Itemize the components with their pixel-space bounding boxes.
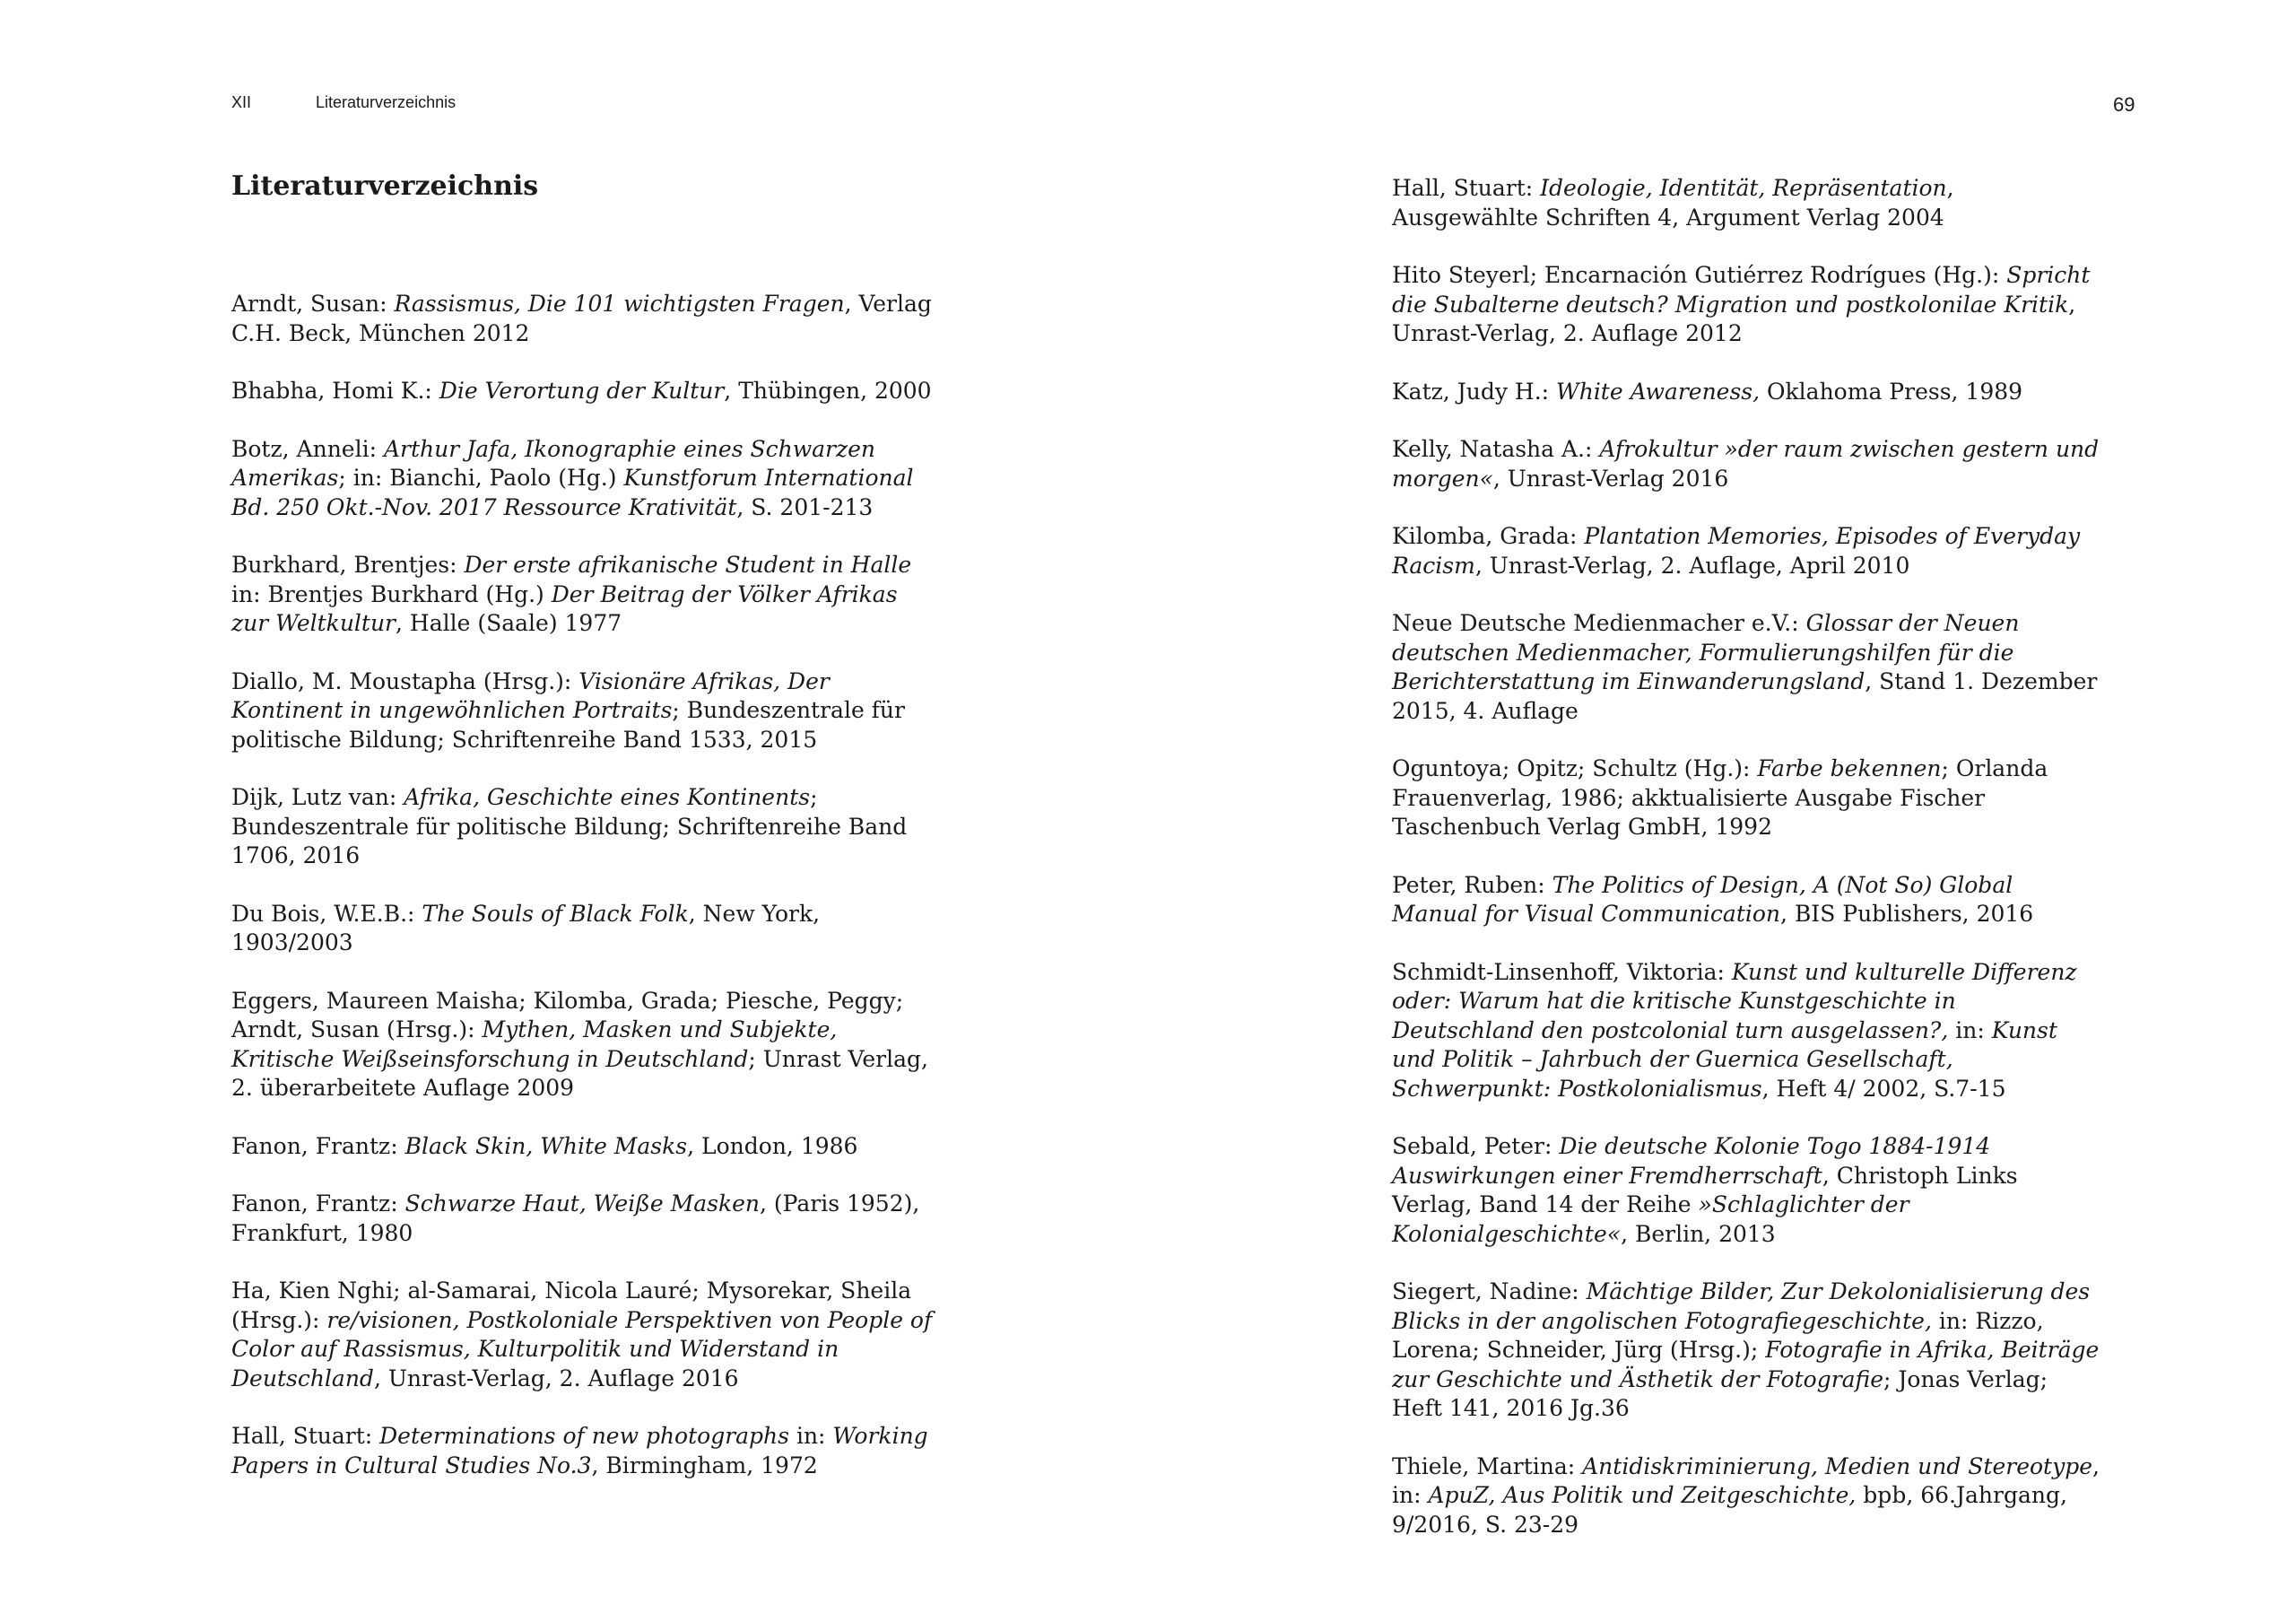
- entry-text: in: Brentjes Burkhard (Hg.): [231, 580, 552, 607]
- entry-text: Burkhard, Brentjes:: [231, 552, 465, 578]
- entry-text: Ha, Kien Nghi; al-Samarai, Nicola Lauré; Mysorekar, Sheila (Hrsg.):: [231, 1278, 912, 1333]
- entry-work-title: Afrokultur »der raum zwischen gestern und morgen«: [1392, 436, 2100, 492]
- entry-text: Fanon, Frantz:: [231, 1190, 405, 1216]
- entry-text: ; in: Bianchi, Paolo (Hg.): [338, 465, 624, 491]
- bibliography-entry: [231, 290, 940, 348]
- entry-text: Arndt, Susan:: [231, 291, 395, 317]
- bibliography-entry: [1392, 378, 2100, 407]
- entry-work-title: ApuZ, Aus Politik und Zeitgeschichte,: [1428, 1482, 1857, 1508]
- bibliography-entry: [1392, 871, 2100, 929]
- entry-text: , Christoph Links Verlag, Band 14 der Reihe: [1392, 1162, 2018, 1217]
- entry-text: ; Bundeszentrale für politische Bildung; Schriftenreihe Band 1533, 2015: [231, 697, 905, 753]
- bibliography-entry: [231, 551, 940, 639]
- entry-text: , London, 1986: [687, 1132, 858, 1159]
- entry-work-title: Farbe bekennen: [1757, 755, 1942, 781]
- entry-text: Oguntoya; Opitz; Schultz (Hg.):: [1392, 755, 1758, 781]
- entry-work-title: Visionäre Afrikas, Der Kontinent in ungewöhnlichen Portraits: [231, 667, 830, 723]
- entry-text: , Heft 4/ 2002, S.7-15: [1761, 1075, 2006, 1102]
- bibliography-entry: [1392, 1278, 2100, 1424]
- entry-text: , Halle (Saale) 1977: [396, 610, 622, 636]
- entry-text: Kilomba, Grada:: [1392, 523, 1585, 549]
- running-title: Literaturverzeichnis: [316, 93, 457, 111]
- bibliography-right-column: [1392, 174, 2100, 1568]
- entry-text: Dijk, Lutz van:: [231, 784, 404, 810]
- entry-text: Hall, Stuart:: [231, 1423, 380, 1449]
- bibliography-entry: [231, 667, 940, 755]
- entry-work-title: Rassismus, Die 101 wichtigsten Fragen: [394, 291, 845, 317]
- entry-text: ; Jonas Verlag; Heft 141, 2016 Jg.36: [1392, 1365, 2048, 1421]
- bibliography-entry: [231, 377, 940, 406]
- bibliography-entry: [231, 1190, 940, 1248]
- entry-text: , Unrast-Verlag, 2. Auflage, April 2010: [1474, 552, 1910, 579]
- bibliography-entry: [1392, 174, 2100, 232]
- entry-text: ; Unrast Verlag, 2. überarbeitete Auflage 2009: [231, 1045, 928, 1101]
- entry-work-title: Arthur Jafa, Ikonographie eines Schwarzen Amerikas: [231, 435, 876, 491]
- entry-text: , Stand 1. Dezember 2015, 4. Auflage: [1392, 668, 2098, 724]
- bibliography-entry: [231, 1422, 940, 1480]
- entry-text: , Verlag C.H. Beck, München 2012: [231, 291, 932, 346]
- entry-work-title: The Souls of Black Folk: [422, 900, 689, 927]
- entry-text: Botz, Anneli:: [231, 435, 384, 462]
- entry-work-title: Mythen, Masken und Subjekte, Kritische Weißseinsforschung in Deutschland: [231, 1016, 838, 1072]
- entry-work-title: Die deutsche Kolonie Togo 1884-1914 Auswirkungen einer Fremdherrschaft: [1392, 1133, 1991, 1189]
- bibliography-entry: [231, 1132, 940, 1162]
- entry-text: in:: [1948, 1016, 1992, 1043]
- entry-text: Oklahoma Press, 1989: [1760, 378, 2023, 405]
- entry-text: , New York, 1903/2003: [231, 900, 821, 955]
- bibliography-entry: [1392, 522, 2100, 580]
- entry-work-title: Kunst und kulturelle Differenz oder: Warum hat die kritische Kunstgeschichte in Deutschland den postcolonial turn ausgelassen?,: [1392, 958, 2077, 1043]
- entry-text: , Unrast-Verlag, 2. Auflage 2016: [373, 1365, 739, 1391]
- entry-text: , Unrast-Verlag 2016: [1492, 465, 1729, 492]
- entry-text: Hito Steyerl; Encarnación Gutiérrez Rodrígues (Hg.):: [1392, 262, 2007, 288]
- entry-text: Sebald, Peter:: [1392, 1133, 1560, 1159]
- entry-text: Katz, Judy H.:: [1392, 378, 1557, 405]
- bibliography-entry: [1392, 435, 2100, 493]
- bibliography-entry: [231, 900, 940, 958]
- entry-work-title: Plantation Memories, Episodes of Everyday Racism: [1392, 523, 2081, 579]
- running-header-left: [231, 93, 456, 112]
- page-number: 69: [2113, 93, 2135, 116]
- entry-work-title: Glossar der Neuen deutschen Medienmacher, Formulierungshilfen für die Berichterstattung im Einwanderungsland: [1392, 610, 2020, 694]
- bibliography-entry: [231, 1277, 940, 1393]
- bibliography-entry: [1392, 261, 2100, 349]
- entry-text: in: Rizzo, Lorena; Schneider, Jürg (Hrsg.);: [1392, 1307, 2044, 1363]
- entry-work-title: Afrika, Geschichte eines Kontinents: [404, 784, 811, 810]
- entry-work-title: Mächtige Bilder, Zur Dekolonialisierung des Blicks in der angolischen Fotografiegeschichte,: [1392, 1278, 2091, 1334]
- entry-text: ; Bundeszentrale für politische Bildung; Schriftenreihe Band 1706, 2016: [231, 784, 908, 868]
- entry-work-title: Der erste afrikanische Student in Halle: [464, 552, 912, 578]
- entry-text: Siegert, Nadine:: [1392, 1278, 1587, 1304]
- entry-work-title: White Awareness,: [1556, 378, 1761, 405]
- entry-text: , in:: [1392, 1452, 2100, 1508]
- entry-text: , Unrast-Verlag, 2. Auflage 2012: [1392, 291, 2076, 346]
- entry-text: , Berlin, 2013: [1621, 1220, 1776, 1247]
- bibliography-entry: [231, 987, 940, 1103]
- entry-work-title: Schwarze Haut, Weiße Masken: [404, 1190, 761, 1216]
- entry-work-title: Die Verortung der Kultur: [439, 378, 725, 404]
- bibliography-left-column: [231, 290, 940, 1509]
- entry-work-title: Fotografie in Afrika, Beiträge zur Geschichte und Ästhetik der Fotografie: [1392, 1337, 2100, 1392]
- entry-text: Diallo, M. Moustapha (Hrsg.):: [231, 667, 579, 694]
- bibliography-entry: [1392, 958, 2100, 1104]
- entry-work-title: Ideologie, Identität, Repräsentation: [1540, 175, 1947, 201]
- entry-text: Kelly, Natasha A.:: [1392, 436, 1600, 462]
- bibliography-entry: [231, 435, 940, 523]
- entry-work-title: Kunst und Politik – Jahrbuch der Guernica Gesellschaft, Schwerpunkt: Postkolonialismus: [1392, 1016, 2057, 1102]
- entry-work-title: re/visionen, Postkoloniale Perspektiven von People of Color auf Rassismus, Kulturpolitik und Widerstand in Deutschland: [231, 1306, 933, 1391]
- entry-work-title: Antidiskriminierung, Medien und Stereotype: [1582, 1452, 2093, 1479]
- entry-text: bpb, 66.Jahrgang, 9/2016, S. 23-29: [1392, 1482, 2067, 1538]
- entry-text: Hall, Stuart:: [1392, 175, 1541, 201]
- entry-text: Fanon, Frantz:: [231, 1132, 405, 1159]
- entry-text: , S. 201-213: [736, 493, 874, 520]
- entry-text: Bhabha, Homi K.:: [231, 378, 439, 404]
- bibliography-entry: [1392, 1452, 2100, 1540]
- entry-text: , BIS Publishers, 2016: [1780, 901, 2034, 927]
- entry-text: Neue Deutsche Medienmacher e.V.:: [1392, 610, 1806, 636]
- entry-work-title: Determinations of new photographs: [379, 1423, 789, 1449]
- entry-work-title: The Politics of Design, A (Not So) Global Manual for Visual Communication: [1392, 871, 2013, 927]
- entry-text: , (Paris 1952), Frankfurt, 1980: [231, 1190, 920, 1246]
- page-title: Literaturverzeichnis: [231, 170, 539, 202]
- entry-text: Eggers, Maureen Maisha; Kilomba, Grada; Piesche, Peggy; Arndt, Susan (Hrsg.):: [231, 987, 904, 1042]
- section-number: XII: [231, 93, 252, 111]
- entry-text: , Thübingen, 2000: [724, 378, 932, 404]
- bibliography-entry: [1392, 754, 2100, 842]
- entry-text: , Birmingham, 1972: [591, 1452, 818, 1478]
- entry-work-title: Kunstforum International Bd. 250 Okt.-Nov. 2017 Ressource Krativität: [231, 465, 914, 520]
- bibliography-entry: [1392, 1132, 2100, 1249]
- entry-text: Thiele, Martina:: [1392, 1452, 1583, 1479]
- entry-text: Schmidt-Linsenhoff, Viktoria:: [1392, 958, 1732, 985]
- entry-work-title: Der Beitrag der Völker Afrikas zur Weltkultur: [231, 580, 898, 636]
- entry-text: Du Bois, W.E.B.:: [231, 900, 422, 927]
- entry-work-title: Spricht die Subalterne deutsch? Migration und postkolonilae Kritik: [1392, 262, 2091, 318]
- bibliography-entry: [1392, 609, 2100, 726]
- bibliography-entry: [231, 783, 940, 871]
- entry-text: in:: [789, 1423, 833, 1449]
- entry-work-title: »Schlaglichter der Kolonialgeschichte«: [1392, 1191, 1909, 1247]
- entry-work-title: Black Skin, White Masks: [404, 1132, 688, 1159]
- entry-text: Peter, Ruben:: [1392, 871, 1552, 898]
- entry-work-title: Working Papers in Cultural Studies No.3: [231, 1423, 928, 1478]
- entry-text: , Ausgewählte Schriften 4, Argument Verlag 2004: [1392, 175, 1954, 231]
- entry-text: ; Orlanda Frauenverlag, 1986; akktualisierte Ausgabe Fischer Taschenbuch Verlag GmbH, 1992: [1392, 755, 2048, 840]
